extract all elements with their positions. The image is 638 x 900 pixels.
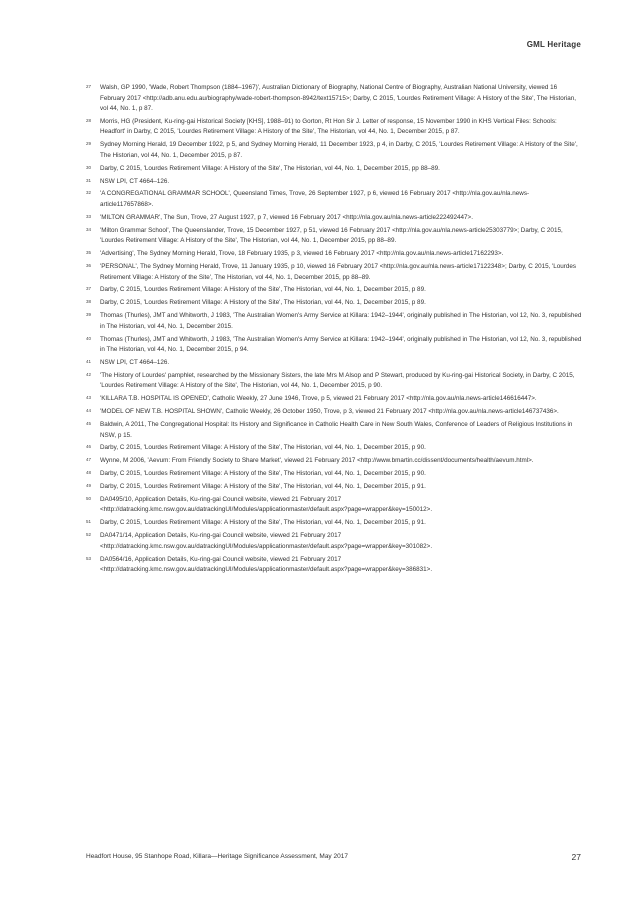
footnote-number: 49 bbox=[86, 483, 92, 489]
footnote-text: DA0564/16, Application Details, Ku-ring-gai Council website, viewed 21 February 2017 <http://datracking.kmc.nsw.gov.au/datrackingUI/Modules/applicationmaster/default.aspx?page=wrapper&key=386831>. bbox=[100, 555, 433, 574]
footnote-number: 51 bbox=[86, 519, 92, 525]
footnote bbox=[86, 555, 582, 576]
footnote-number: 31 bbox=[86, 177, 92, 183]
footnote-number: 46 bbox=[86, 444, 92, 450]
footnote-number: 35 bbox=[86, 250, 92, 256]
footnote-text: NSW LPI, CT 4664–126. bbox=[100, 177, 170, 185]
footnote-number: 30 bbox=[86, 164, 92, 170]
footnote-text: Darby, C 2015, 'Lourdes Retirement Village: A History of the Site', The Historian, vol 44, No. 1, December 2015, p 91. bbox=[100, 483, 426, 491]
footnote bbox=[86, 249, 582, 260]
footnote-text: NSW LPI, CT 4664–126. bbox=[100, 358, 170, 366]
footnote bbox=[86, 298, 582, 309]
footnote-text: 'Advertising', The Sydney Morning Herald, Trove, 18 February 1935, p 3, viewed 16 February 2017 <http://nla.gov.au/nla.news-article17162293>. bbox=[100, 250, 504, 258]
footnote-text: 'The History of Lourdes' pamphlet, researched by the Missionary Sisters, the late Mrs M Alsop and P Stewart, produced by Ku-ring-gai Historical Society, in Darby, C 2015, 'Lourdes Retirement Village: A History of the Site', The Historian, vol 44, No. 1, December 2015, p 90. bbox=[100, 371, 575, 390]
footnote bbox=[86, 164, 582, 175]
footnote-text: 'PERSONAL', The Sydney Morning Herald, Trove, 11 January 1935, p 10, viewed 16 February 2017 <http://nla.gov.au/nla.news-article17122348>; Darby, C 2015, 'Lourdes Retirement Village: A History of the Site', The Historian, vol 44, No. 1, December 2015, pp 88–89. bbox=[100, 263, 577, 281]
footnote-text: 'A CONGREGATIONAL GRAMMAR SCHOOL', Queensland Times, Trove, 26 September 1927, p 6, viewed 16 February 2017 <http://nla.gov.au/nla.news-article117657868>. bbox=[100, 190, 530, 208]
footer-text: Headfort House, 95 Stanhope Road, Killara—Heritage Significance Assessment, May 2017 bbox=[86, 853, 348, 860]
footnote-text: Darby, C 2015, 'Lourdes Retirement Village: A History of the Site', The Historian, vol 44, No. 1, December 2015, p 90. bbox=[100, 444, 426, 452]
footnote-text: Darby, C 2015, 'Lourdes Retirement Village: A History of the Site', The Historian, vol 44, No. 1, December 2015, p 91. bbox=[100, 519, 426, 527]
footnote bbox=[86, 469, 582, 480]
footnote-number: 29 bbox=[86, 141, 92, 147]
footnote bbox=[86, 189, 582, 210]
footnote-text: Morris, HG (President, Ku-ring-gai Historical Society [KHS], 1988–91) to Gorton, Rt Hon Sir J. Letter of response, 15 November 1990 in KHS Vertical Files: Schools: Headfort' in Darby, C 2015, 'Lourdes Retirement Village: A History of the Site', The Historian, vol 44, No. 1, December 2015, p 87. bbox=[100, 117, 557, 136]
footnote-number: 50 bbox=[86, 495, 92, 501]
footnote-list bbox=[86, 83, 582, 578]
page-number: 27 bbox=[571, 852, 581, 862]
footnote-number: 48 bbox=[86, 470, 92, 476]
footnote bbox=[86, 117, 582, 138]
footnote bbox=[86, 262, 582, 283]
footnote-text: Sydney Morning Herald, 19 December 1922, p 5, and Sydney Morning Herald, 11 December 1923, p 4, in Darby, C 2015, 'Lourdes Retirement Village: A History of the Site', The Historian, vol 44, No. 1, December 2015, p 87. bbox=[100, 141, 578, 159]
footnote-text: DA0471/14, Application Details, Ku-ring-gai Council website, viewed 21 February 2017 <http://datracking.kmc.nsw.gov.au/datrackingUI/Modules/applicationmaster/default.aspx?page=wrapper&key=301082>. bbox=[100, 532, 433, 550]
footnote-number: 52 bbox=[86, 532, 92, 538]
footnote bbox=[86, 420, 582, 441]
footnote bbox=[86, 371, 582, 392]
footnote bbox=[86, 285, 582, 296]
footnote-text: DA0495/10, Application Details, Ku-ring-gai Council website, viewed 21 February 2017 <http://datracking.kmc.nsw.gov.au/datrackingUI/Modules/applicationmaster/default.aspx?page=wrapper&key=150012>. bbox=[100, 495, 433, 514]
footnote bbox=[86, 407, 582, 418]
footnote-text: 'Milton Grammar School', The Queenslander, Trove, 15 December 1927, p 51, viewed 16 February 2017 <http://nla.gov.au/nla.news-article25303779>; Darby, C 2015, 'Lourdes Retirement Village: A History of the Site', The Historian, vol 44, No. 1, December 2015, pp 88–89. bbox=[100, 226, 563, 245]
footnote-text: 'MILTON GRAMMAR', The Sun, Trove, 27 August 1927, p 7, viewed 16 February 2017 <http://nla.gov.au/nla.news-article222492447>. bbox=[100, 213, 473, 221]
footnote bbox=[86, 335, 582, 356]
footnote bbox=[86, 531, 582, 552]
footnote-text: Darby, C 2015, 'Lourdes Retirement Village: A History of the Site', The Historian, vol 44, No. 1, December 2015, p 90. bbox=[100, 470, 426, 478]
footnote bbox=[86, 443, 582, 454]
footnote-text: Darby, C 2015, 'Lourdes Retirement Village: A History of the Site', The Historian, vol 44, No. 1, December 2015, p 89. bbox=[100, 286, 426, 294]
footnote-text: Darby, C 2015, 'Lourdes Retirement Village: A History of the Site', The Historian, vol 44, No. 1, December 2015, pp 88–89. bbox=[100, 164, 440, 172]
footnote-number: 39 bbox=[86, 312, 92, 318]
footnote-number: 27 bbox=[86, 84, 92, 89]
footnote-number: 28 bbox=[86, 117, 92, 123]
footnote-number: 38 bbox=[86, 299, 92, 305]
footnote bbox=[86, 213, 582, 224]
footnote bbox=[86, 518, 582, 529]
footnote-text: Walsh, GP 1990, 'Wade, Robert Thompson (1884–1967)', Australian Dictionary of Biography, National Centre of Biography, Australian National University, viewed 16 February 2017 <http://adb.anu.edu.au/biography/wade-robert-thompson-8942/text15715>; Darby, C 2015, 'Lourdes Retirement Village: A History of the Site', The Historian, vol 44, No. 1, p 87. bbox=[100, 84, 577, 112]
footnote-number: 45 bbox=[86, 421, 92, 427]
footnote-text: Baldwin, A 2011, The Congregational Hospital: Its History and Significance in Catholic Health Care in New South Wales, Conference of Leaders of Religious Institutions in NSW, p 15. bbox=[100, 421, 573, 439]
footnote bbox=[86, 140, 582, 161]
footnote-number: 43 bbox=[86, 395, 92, 401]
footnote-number: 53 bbox=[86, 555, 92, 561]
footnote bbox=[86, 358, 582, 369]
footnote bbox=[86, 495, 582, 516]
footnote bbox=[86, 311, 582, 332]
footnote-number: 33 bbox=[86, 213, 92, 219]
footnote bbox=[86, 177, 582, 188]
footnote-number: 37 bbox=[86, 286, 92, 292]
footnote-number: 34 bbox=[86, 226, 92, 232]
footnote-number: 32 bbox=[86, 190, 92, 196]
footnote bbox=[86, 226, 582, 247]
footnote bbox=[86, 394, 582, 405]
footnote-text: Wynne, M 2006, 'Aevum: From Friendly Society to Share Market', viewed 21 February 2017 <http://www.bmartin.cc/dissent/documents/health/aevum.html>. bbox=[100, 457, 534, 465]
footnote bbox=[86, 456, 582, 467]
footnote-text: Thomas (Thurles), JMT and Whitworth, J 1983, 'The Australian Women's Army Service at Killara: 1942–1944', originally published in The Historian, vol 12, No. 3, republished in The Historian, vol 44, No. 1, December 2015, p 94. bbox=[100, 335, 582, 354]
footnote-text: 'MODEL OF NEW T.B. HOSPITAL SHOWN', Catholic Weekly, 26 October 1950, Trove, p 3, viewed 21 February 2017 <http://nla.gov.au/nla.news-article146737436>. bbox=[100, 408, 559, 416]
footnote-text: 'KILLARA T.B. HOSPITAL IS OPENED', Catholic Weekly, 27 June 1946, Trove, p 5, viewed 21 February 2017 <http://nla.gov.au/nla.news-article146616447>. bbox=[100, 395, 537, 403]
footnote-text: Thomas (Thurles), JMT and Whitworth, J 1983, 'The Australian Women's Army Service at Killara: 1942–1944', originally published in The Historian, vol 12, No. 3, republished in The Historian, vol 44, No. 1, December 2015. bbox=[100, 312, 582, 330]
footnote-number: 40 bbox=[86, 335, 92, 341]
footnote-number: 44 bbox=[86, 408, 92, 414]
footnote-number: 47 bbox=[86, 457, 92, 463]
header-brand: GML Heritage bbox=[526, 40, 581, 49]
footnote-number: 36 bbox=[86, 263, 92, 269]
footnote bbox=[86, 83, 582, 115]
footnote-number: 41 bbox=[86, 358, 92, 364]
footnote-number: 42 bbox=[86, 371, 92, 377]
footnote bbox=[86, 482, 582, 493]
footnote-text: Darby, C 2015, 'Lourdes Retirement Village: A History of the Site', The Historian, vol 44, No. 1, December 2015, p 89. bbox=[100, 299, 426, 307]
